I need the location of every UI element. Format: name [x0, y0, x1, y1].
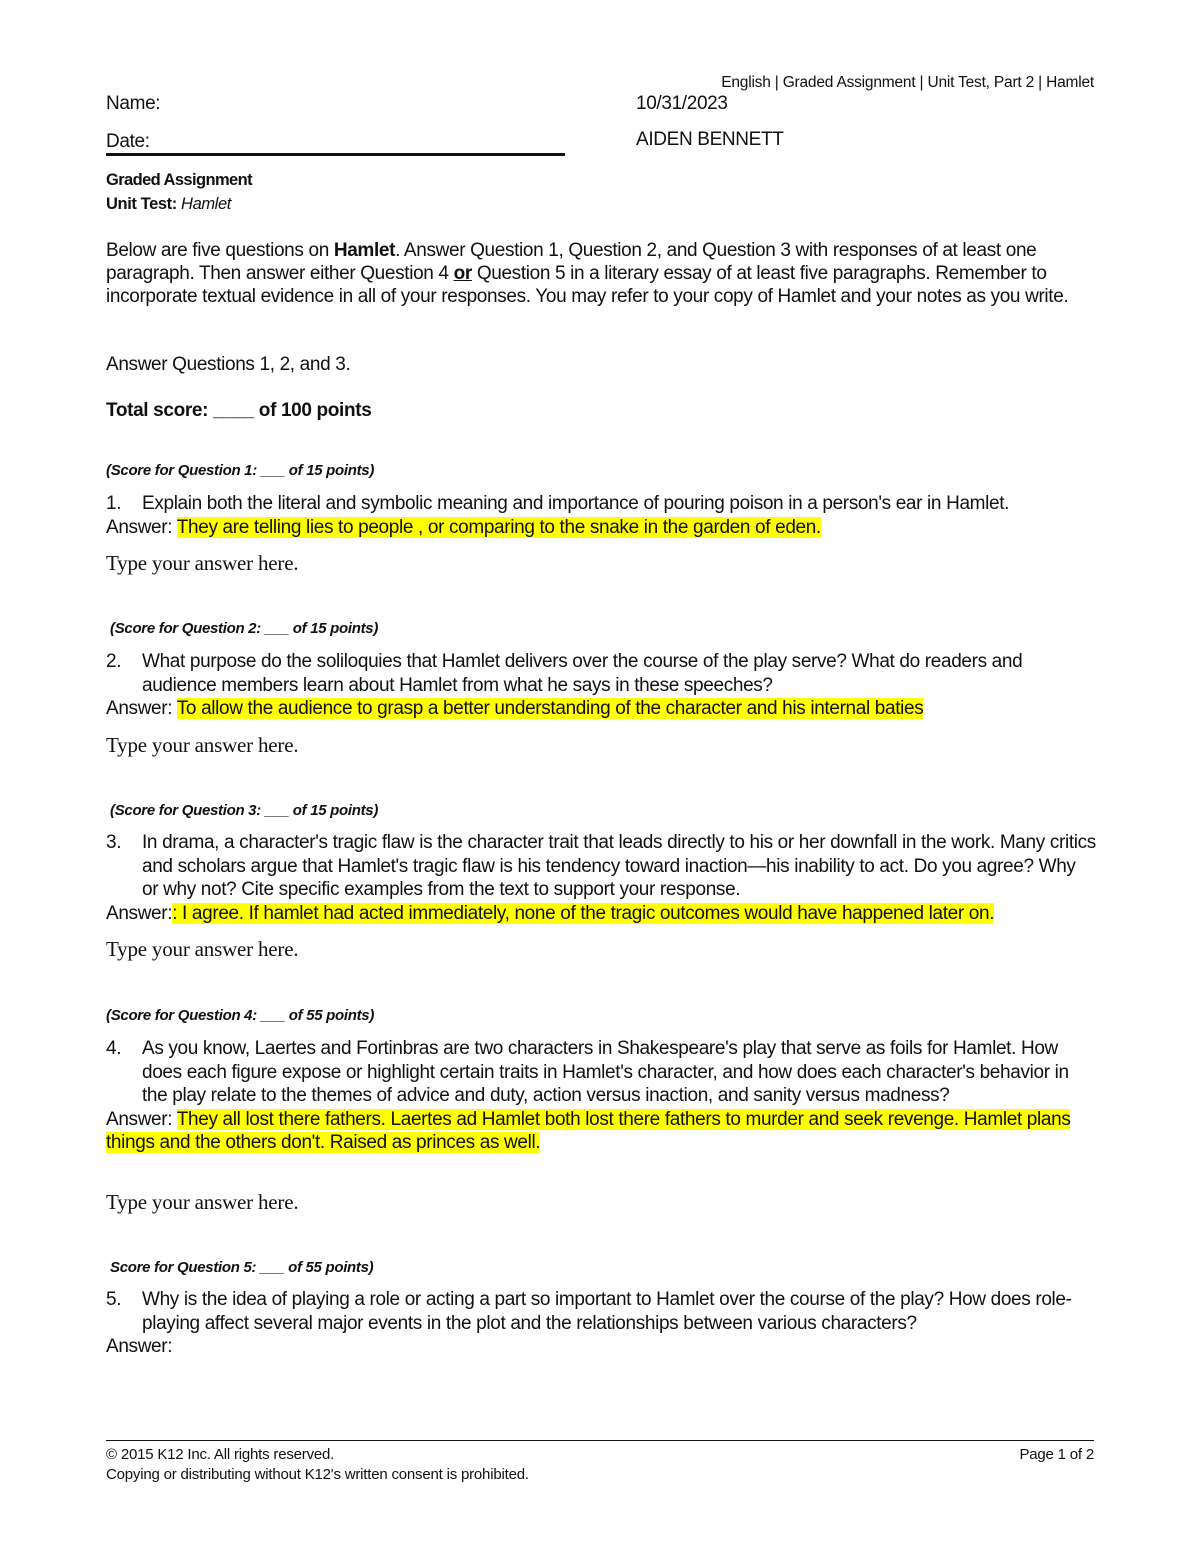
footer-notice: Copying or distributing without K12's written consent is prohibited.: [106, 1466, 529, 1483]
answer-label: Answer:: [106, 1108, 173, 1130]
footer-copyright: © 2015 K12 Inc. All rights reserved.: [106, 1446, 335, 1463]
q5-score: Score for Question 5: ___ of 55 points): [110, 1259, 374, 1276]
question-4: [106, 1037, 1096, 1155]
intro-text: Question 5 in a literary essay of at least five paragraphs. Remember to incorporate textual evidence in all of your responses. You may refer to your copy of Hamlet and your notes as you write.: [106, 263, 1069, 307]
answer-label: Answer:: [106, 698, 173, 719]
page-number: Page 1 of 2: [1019, 1446, 1094, 1463]
q2-answer[interactable]: To allow the audience to grasp a better understanding of the character and his internal baties: [176, 698, 924, 719]
instructions: [106, 239, 1086, 308]
header-divider: [106, 153, 565, 156]
footer-divider: [106, 1440, 1094, 1441]
q4-number: 4.: [106, 1038, 122, 1059]
instructions-2: Answer Questions 1, 2, and 3.: [106, 354, 351, 375]
q4-answer[interactable]: They all lost there fathers. Laertes ad Hamlet both lost there fathers to murder and seek revenge. Hamlet plans things and the others don't. Raised as princes as well.: [106, 1108, 1071, 1153]
doc-title: Graded Assignment: [106, 171, 252, 189]
intro-bold: Hamlet: [333, 240, 396, 261]
q2-text: What purpose do the soliloquies that Hamlet delivers over the course of the play serve? What do readers and audience members learn about Hamlet from what he says in these speeches?: [142, 651, 1023, 696]
total-score: Total score: ____ of 100 points: [106, 400, 372, 421]
answer-label: Answer:: [106, 516, 173, 538]
q4-text: As you know, Laertes and Fortinbras are two characters in Shakespeare's play that serve as foils for Hamlet. How does each figure expose or highlight certain traits in Hamlet's character, and how does each character's behavior in the play relate to the themes of advice and duty, action versus inaction, and sanity versus madness?: [142, 1038, 1069, 1106]
question-3: [106, 831, 1096, 925]
q1-number: 1.: [106, 493, 122, 514]
q3-number: 3.: [106, 832, 122, 853]
q3-text: In drama, a character's tragic flaw is the character trait that leads directly to his or her downfall in the work. Many critics and scholars argue that Hamlet's tragic flaw is his tendency toward inaction—his inability to act. Do you agree? Why or why not? Cite specific examples from the text to support your response.: [142, 832, 1096, 900]
q2-placeholder[interactable]: Type your answer here.: [106, 733, 299, 757]
intro-or: or: [453, 263, 472, 284]
q1-placeholder[interactable]: Type your answer here.: [106, 551, 299, 575]
name-label: Name:: [106, 93, 161, 114]
q3-answer[interactable]: : I agree. If hamlet had acted immediately, none of the tragic outcomes would have happened later on.: [172, 902, 995, 924]
question-2: [106, 650, 1096, 721]
name-value[interactable]: 10/31/2023: [636, 93, 728, 114]
q1-text: Explain both the literal and symbolic meaning and importance of pouring poison in a person's ear in Hamlet.: [142, 493, 1010, 514]
subtitle-italic: Hamlet: [181, 195, 231, 213]
q4-placeholder[interactable]: Type your answer here.: [106, 1190, 299, 1214]
subtitle-prefix: Unit Test:: [106, 195, 177, 213]
intro-text: . Answer Question 1, Question 2, and Question 3 with responses of at least one paragraph. Then answer either Question 4: [106, 240, 1037, 284]
q5-number: 5.: [106, 1289, 122, 1310]
date-value[interactable]: AIDEN BENNETT: [636, 129, 784, 150]
answer-label: Answer:: [106, 1336, 173, 1357]
answer-label: Answer:: [106, 902, 173, 924]
q3-score: (Score for Question 3: ___ of 15 points): [110, 802, 379, 819]
q2-score: (Score for Question 2: ___ of 15 points): [110, 620, 379, 637]
q5-text: Why is the idea of playing a role or acting a part so important to Hamlet over the course of the play? How does role-playing affect several major events in the plot and the relationships between various characters?: [142, 1289, 1072, 1334]
q4-score: (Score for Question 4: ___ of 55 points): [106, 1007, 375, 1024]
doc-subtitle: [106, 195, 231, 214]
q1-score: (Score for Question 1: ___ of 15 points): [106, 462, 375, 479]
question-1: [106, 492, 1096, 539]
intro-text: Below are five questions on: [106, 240, 334, 261]
running-header: English | Graded Assignment | Unit Test, Part 2 | Hamlet: [721, 74, 1094, 91]
q3-placeholder[interactable]: Type your answer here.: [106, 937, 299, 961]
q1-answer[interactable]: They are telling lies to people , or comparing to the snake in the garden of eden.: [176, 516, 821, 538]
date-label: Date:: [106, 131, 150, 152]
question-5: [106, 1288, 1096, 1359]
q2-number: 2.: [106, 651, 122, 672]
